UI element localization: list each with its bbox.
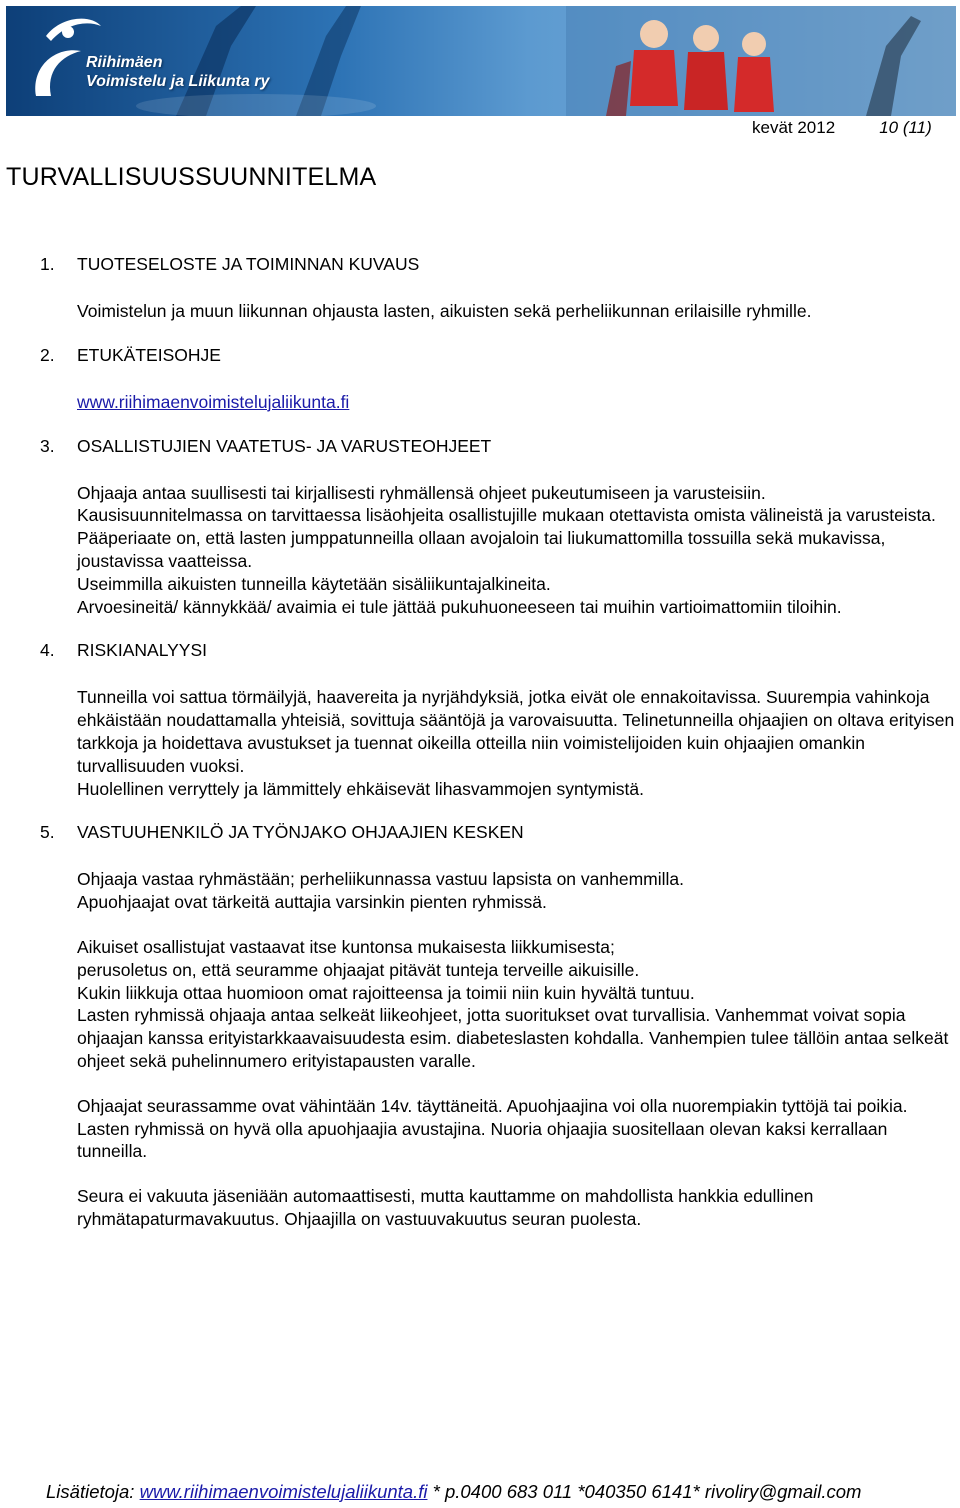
paragraph: Tunneilla voi sattua törmäilyjä, haavereita ja nyrjähdyksiä, jotka eivät ole ennakoitavissa. Suurempia vahinkoja ehkäistään noudattamalla yhteisiä, sovittuja sääntöjä ja varovaisuutta. Telinetunneilla ohjaajien on oltava erityisen tarkkoja ja hoidettava avustukset ja tuennat oikeilla otteilla niin voimistelijoiden kuin ohjaajien omankin turvallisuuden vuoksi. <box>77 687 955 776</box>
section-title: TUOTESELOSTE JA TOIMINNAN KUVAUS <box>77 254 420 274</box>
organization-logo <box>86 54 269 92</box>
document-body <box>0 254 960 1231</box>
logo-line-1: Riihimäen <box>86 54 163 71</box>
section-number: 2. <box>40 344 55 365</box>
section-number: 5. <box>40 822 55 843</box>
section-title: VASTUUHENKILÖ JA TYÖNJAKO OHJAAJIEN KESKEN <box>77 822 524 843</box>
page-number: 10 (11) <box>879 118 932 137</box>
paragraph: Kukin liikkuja ottaa huomioon omat rajoitteensa ja toimii niin kuin hyvältä tuntuu. <box>77 982 695 1003</box>
section-5-heading <box>0 822 960 844</box>
paragraph: Arvoesineitä/ kännykkää/ avaimia ei tule jättää pukuhuoneeseen tai muihin vartioimattomiin tiloihin. <box>77 596 842 617</box>
section-5-body <box>0 868 960 1230</box>
footer-prefix: Lisätietoja: <box>46 1481 140 1502</box>
paragraph: perusoletus on, että seuramme ohjaajat pitävät tunteja terveille aikuisille. <box>77 959 640 980</box>
footer-contact: * p.0400 683 011 *040350 6141* rivoliry@gmail.com <box>427 1481 862 1502</box>
footer-website-link[interactable]: www.riihimaenvoimistelujaliikunta.fi <box>139 1481 428 1502</box>
paragraph: Ohjaaja vastaa ryhmästään; perheliikunnassa vastuu lapsista on vanhemmilla. <box>77 869 684 890</box>
paragraph: Huolellinen verryttely ja lämmittely ehkäisevät lihasvammojen syntymistä. <box>77 778 645 799</box>
website-link[interactable]: www.riihimaenvoimistelujaliikunta.fi <box>77 391 350 412</box>
section-title: RISKIANALYYSI <box>77 640 208 661</box>
section-number: 1. <box>40 254 55 274</box>
section-1-text: Voimistelun ja muun liikunnan ohjausta lasten, aikuisten sekä perheliikunnan erilaisille ryhmille. <box>77 301 812 321</box>
header-meta <box>752 118 932 138</box>
section-number: 3. <box>40 435 55 456</box>
section-1-heading <box>0 254 960 276</box>
section-title: OSALLISTUJIEN VAATETUS- JA VARUSTEOHJEET <box>77 435 492 456</box>
section-4-body <box>0 686 960 800</box>
header-banner <box>6 6 956 116</box>
logo-line-2: Voimistelu ja Liikunta ry <box>86 73 270 90</box>
paragraph: Kausisuunnitelmassa on tarvittaessa lisäohjeita osallistujille mukaan otettavista omista välineistä ja varusteista. <box>77 505 936 526</box>
section-4-heading <box>0 640 960 662</box>
paragraph: Aikuiset osallistujat vastaavat itse kuntonsa mukaisesta liikkumisesta; <box>77 936 615 957</box>
section-title: ETUKÄTEISOHJE <box>77 344 221 365</box>
paragraph: Lasten ryhmissä ohjaaja antaa selkeät liikeohjeet, jotta suoritukset ovat turvallisia. Vanhemmat voivat sopia ohjaajan kanssa erityistarkkaavaisuudesta esim. diabeteslasten kohdalla. Vanhempien tulee tällöin antaa selkeät ohjeet sekä puhelinnumero erityistapausten varalle. <box>77 1005 949 1071</box>
section-2-text <box>77 391 955 414</box>
section-3-heading <box>0 436 960 458</box>
section-2-heading <box>0 345 960 367</box>
term-label: kevät 2012 <box>752 118 836 137</box>
paragraph: Ohjaaja antaa suullisesti tai kirjallisesti ryhmällensä ohjeet pukeutumiseen ja varusteisiin. <box>77 482 766 503</box>
page-footer <box>46 1481 861 1503</box>
paragraph: Ohjaajat seurassamme ovat vähintään 14v. täyttäneitä. Apuohjaajina voi olla nuorempiakin tyttöjä tai poikia. Lasten ryhmissä on hyvä olla apuohjaajia avustajina. Nuoria ohjaajia suositellaan olevan kaksi kerrallaan tunneilla. <box>77 1095 908 1162</box>
paragraph: Useimmilla aikuisten tunneilla käytetään sisäliikuntajalkineita. <box>77 573 551 594</box>
section-number: 4. <box>40 640 55 661</box>
paragraph: Seura ei vakuuta jäseniään automaattisesti, mutta kauttamme on mahdollista hankkia edullinen ryhmätapaturmavakuutus. Ohjaajilla on vastuuvakuutus seuran puolesta. <box>77 1186 814 1229</box>
paragraph: Pääperiaate on, että lasten jumppatunneilla ollaan avojaloin tai liukumattomilla tossuilla sekä mukavissa, joustavissa vaatteissa. <box>77 528 886 571</box>
document-title: TURVALLISUUSSUUNNITELMA <box>6 163 377 191</box>
section-3-body <box>0 482 960 619</box>
paragraph: Apuohjaajat ovat tärkeitä auttajia varsinkin pienten ryhmissä. <box>77 892 547 913</box>
